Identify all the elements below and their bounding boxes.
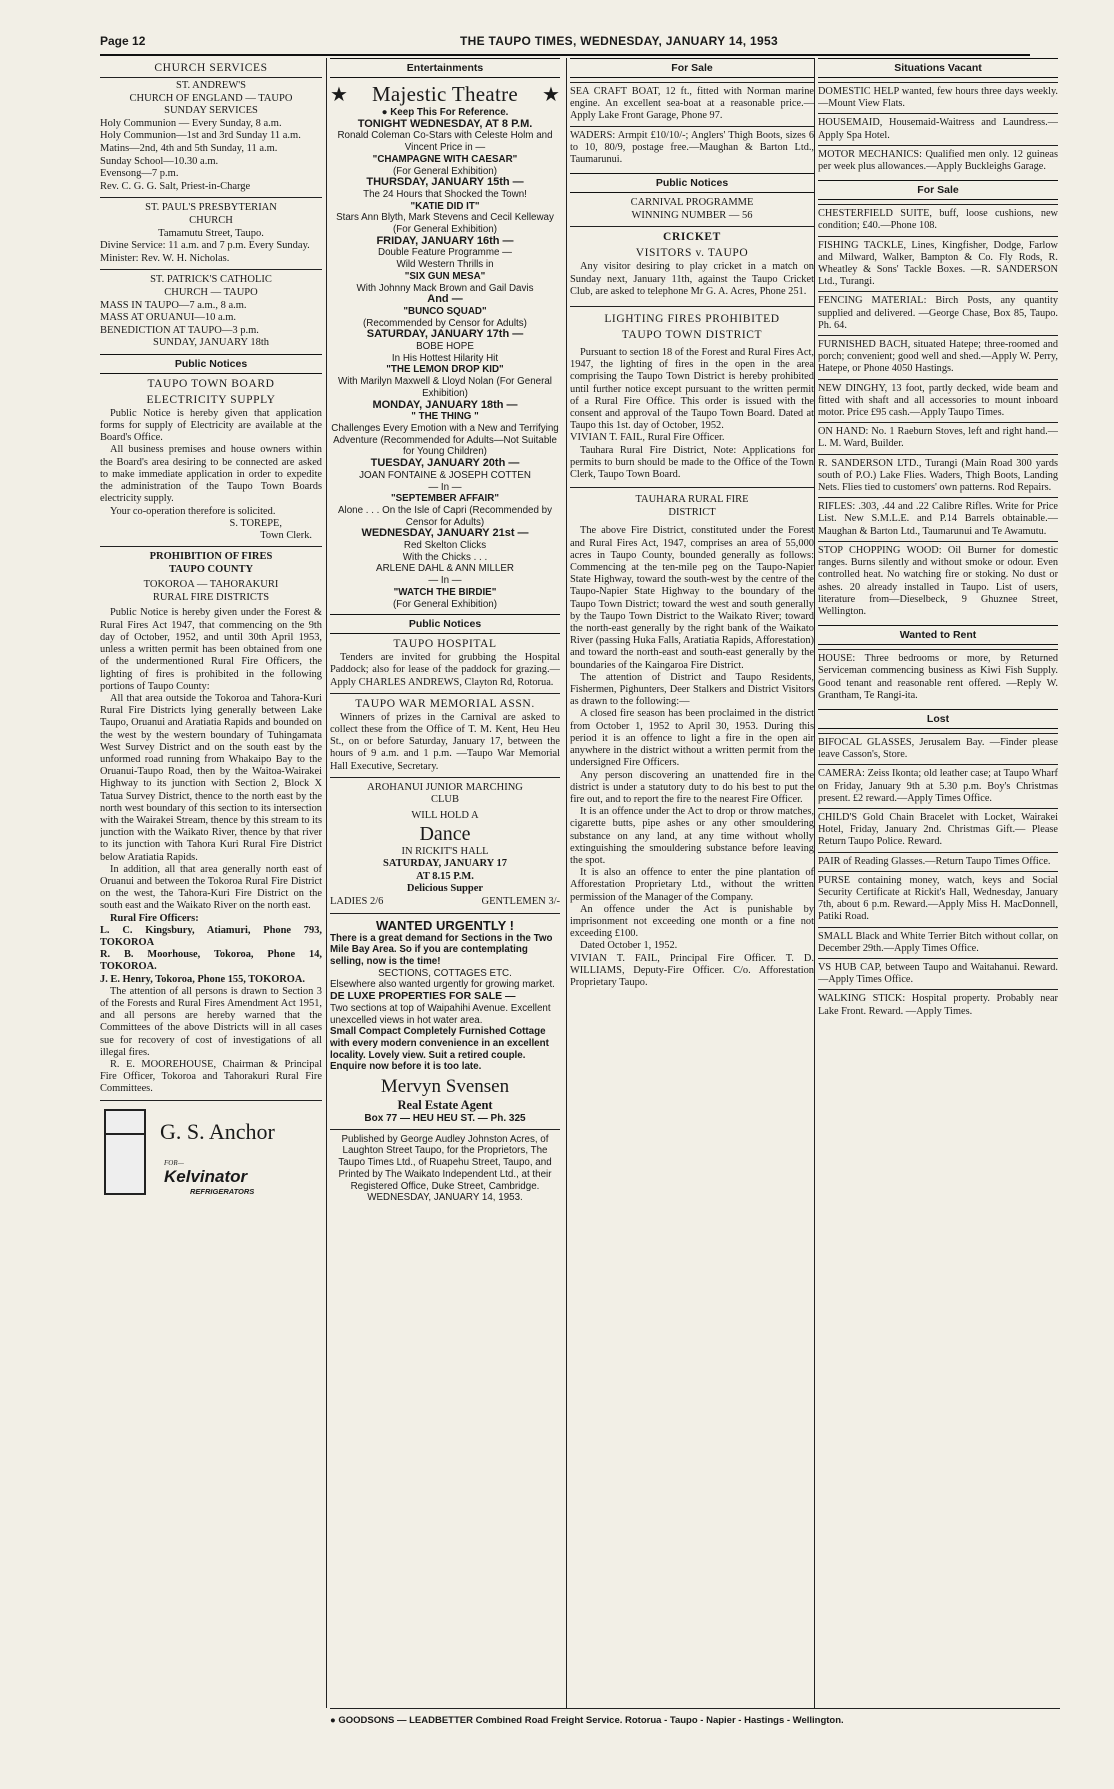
column-rule bbox=[566, 58, 567, 1708]
film-listing: TONIGHT WEDNESDAY, AT 8 P.M. Ronald Coleman Co-Stars with Celeste Holm and Vincent Price in — "CHAMPAGNE WITH CAESAR" (For General Exhibition) bbox=[337, 117, 553, 177]
film-listings bbox=[330, 119, 560, 611]
imprint-date: WEDNESDAY, JANUARY 14, 1953. bbox=[367, 1192, 523, 1204]
dance-title: Dance bbox=[419, 822, 471, 845]
masthead bbox=[100, 30, 1030, 56]
page-number: Page 12 bbox=[100, 34, 146, 48]
deluxe-text: Two sections at top of Waipahihi Avenue. Excellent unexcelled views in hot water area. bbox=[330, 1002, 551, 1026]
sale-ad: R. SANDERSON LTD., Turangi (Main Road 300 yards south of P.O.) Lake Flies. Waders, Thigh Boots, Landing Nets. Flies tied to customers' own patterns. Rod Repairs. bbox=[818, 454, 1058, 498]
anchor-for: FOR— bbox=[164, 1158, 184, 1167]
footer-text: GOODSONS — LEADBETTER Combined Road Freight Service. Rotorua - Taupo - Napier - Hastings - Wellington. bbox=[338, 1715, 844, 1726]
lighting-notice: Pursuant to section 18 of the Forest and Rural Fires Act, 1947, the lighting of fires in the open in the area comprising the Taupo Town District is hereby prohibited until further notice except pursuant to the written permit of a Rural Fire Office. This order is issued with the consent and approval of the Taupo Town Board. Dated at Taupo this 1st. day of October, 1952. bbox=[570, 347, 814, 432]
town-board-heading: TAUPO TOWN BOARD bbox=[147, 377, 275, 390]
lighting-note: Tauhara Rural Fire District, Note: Applications for permits to burn should be made to the Office of the Town Clerk, Taupo Town Board. bbox=[570, 444, 814, 481]
refrigerator-icon bbox=[104, 1109, 146, 1195]
hospital-heading: TAUPO HOSPITAL bbox=[393, 638, 497, 651]
wanted-elsewhere: Elsewhere also wanted urgently for growing market. bbox=[330, 979, 555, 991]
column-church-notices bbox=[100, 58, 322, 1201]
anchor-advert bbox=[100, 1100, 322, 1201]
fires-notice: Public Notice is hereby given under the Forest & Rural Fires Act 1947, that commencing on the 9th day of October, 1952, and until 30th April 1953, unless a written permit has been obtained from one of the undermentioned Rural Fire Officers, the lighting of fires is prohibited in the following portions of Taupo County: All that area outside the Tokoroa and Tahora-Kuri Rural Fire Districts lying generally between Lake Taupo, Oruanui and Aratiatia Rapids and bounded on the west by the western boundary of Tuhingamata West Survey District and on the south east by the unformed road running from Whakaipo Bay to the Oruanui-Taupo Road, then by the Waitoa-Wairakei Highway to its junction with Section 2, Block X Tatua Survey District, thence to the north east by the north west boundary of this section to its intersection with the Wairakei Stream, thence by this stream to its junction with the Waikato River, thence by that river to its junction with Tahora Kuri Rural Fire District below Aratiatia Rapids. In addition, all that area generally north east of Oruanui and between the Tokoroa Rural Fire District on the west, the Tahora-Kuri Fire District on the south east and the Waikato River on the north east. Rural Fire Officers: L. C. Kingsbury, Atiamuri, Phone 793, TOKOROA R. B. Moorhouse, Tokoroa, Phone 14, TOKOROA. J. E. Henry, Tokoroa, Phone 155, TOKOROA. The attention of all persons is drawn to Section 3 of the Forests and Rural Fires Amendment Act 1951, and all persons are hereby warned that the Committees of the above Districts will in all cases sue for recovery of cost of investigations of all illegal fires. R. E. MOOREHOUSE, Chairman & Principal Fire Officer, Tokoroa and Tahorakuri Rural Fire Committees. bbox=[100, 607, 322, 1095]
sale-ad: WADERS: Armpit £10/10/-; Anglers' Thigh Boots, sizes 6 to 10, 80/9, postage free.—Maughan & Barton Ltd., Taumarunui. bbox=[570, 126, 814, 170]
agent-name: Mervyn Svensen bbox=[380, 1076, 510, 1098]
st-pauls-heading: ST. PAUL'S PRESBYTERIAN CHURCH Tamamutu Street, Taupo. bbox=[145, 202, 277, 239]
war-memorial-heading: TAUPO WAR MEMORIAL ASSN. bbox=[355, 697, 535, 710]
wanted-to-rent-heading: Wanted to Rent bbox=[818, 625, 1058, 645]
lost-ad: PURSE containing money, watch, keys and Social Security Certificate at Rickit's Hall, Wednesday, January 7th, about 6 p.m. Reward.—Apply Miss H. MacDonnell, Patiki Road. bbox=[818, 871, 1058, 927]
sale-ad: FISHING TACKLE, Lines, Kingfisher, Dodge, Farlow and Milward, Walker, Bampton & Co. Fly Rods, R. Wheatley & Sons' Tackle Boxes. —R. SANDERSON Ltd., Turangi. bbox=[818, 236, 1058, 292]
lost-ad: WALKING STICK: Hospital property. Probably near Lake Front. Reward. —Apply Times. bbox=[818, 989, 1058, 1020]
vacant-ad: MOTOR MECHANICS: Qualified men only. 12 guineas per week plus allowances.—Apply Buckleighs Garage. bbox=[818, 145, 1058, 176]
lighting-subheading: TAUPO TOWN DISTRICT bbox=[621, 329, 763, 342]
star-icon: ★ bbox=[330, 84, 348, 106]
column-entertainments bbox=[330, 58, 560, 1204]
war-memorial-notice: Winners of prizes in the Carnival are asked to collect these from the Office of T. M. Kent, Heu Heu St., on or before Saturday, January 17, between the hours of 9 a.m. and 1 p.m. —Taupo War Memorial Hall Executive, Secretary. bbox=[330, 711, 560, 772]
sale-ad: ON HAND: No. 1 Raeburn Stoves, left and right hand.—L. M. Ward, Builder. bbox=[818, 422, 1058, 453]
sale-ad: CHESTERFIELD SUITE, buff, loose cushions, new condition; £40.—Phone 108. bbox=[818, 204, 1058, 235]
column-rule bbox=[814, 58, 815, 1708]
for-sale-heading: For Sale bbox=[570, 58, 814, 78]
rent-ad: HOUSE: Three bedrooms or more, by Returned Serviceman commencing business as Kiwi Fish Supply. Good tenant and reasonable rent offered. —Reply W. Grantham, Te Rangi-ita. bbox=[818, 649, 1058, 705]
lost-ad: BIFOCAL GLASSES, Jerusalem Bay. —Finder please leave Casson's, Store. bbox=[818, 733, 1058, 764]
wanted-text: There is a great demand for Sections in the Two Mile Bay Area. So if you are contemplating selling, now is the time! bbox=[330, 932, 553, 968]
deluxe-heading: DE LUXE PROPERTIES FOR SALE — bbox=[330, 990, 516, 1003]
sale-ad: RIFLES: .303, .44 and .22 Calibre Rifles. Write for Price List. New S.M.L.E. and P.14 Barrels obtainable.—Maughan & Barton Ltd., Taumarunui and Te Awamutu. bbox=[818, 497, 1058, 541]
film-listing: SATURDAY, JANUARY 17th — BOBE HOPE In His Hottest Hilarity Hit "THE LEMON DROP KID" With Marilyn Maxwell & Lloyd Nolan (For General Exhibition) bbox=[338, 328, 552, 399]
theatre-title-row bbox=[330, 82, 560, 107]
sale-ad: SEA CRAFT BOAT, 12 ft., fitted with Norman marine engine. An excellent sea-boat at a reasonable price.—Apply Lake Front Garage, Phone 97. bbox=[570, 82, 814, 126]
public-notices-heading: Public Notices bbox=[100, 354, 322, 374]
footer-banner bbox=[330, 1708, 1060, 1726]
tauhara-notice: The above Fire District, constituted under the Forest and Rural Fires Act, 1947, comprises an area of 55,000 acres in Taupo County, bounded generally as follows: Commencing at the ten-mile peg on the Taupo-Napier State Highway, toward the south-west by the centre of the Taupo-Napier State Highway to the boundary of the Taupo Town District; toward the west and south generally by the Taupo Town District to the Waikato River; toward the north-east generally by the right bank of the Waikato River (passing Huka Falls, Aratiatia Rapids, Afforestation) and toward the north-east and south-east generally by the boundaries of the Kaingaroa Fire District. The attention of District and Taupo Residents, Fishermen, Pighunters, Deer Stalkers and District Visitors as drawn to the following:— A closed fire season has been proclaimed in the district from October 1, 1952 to April 30, 1953. During this period it is an offence to light a fire in the open air anywhere in the district without a written permit from the undersigned Fire Officers. Any person discovering an unattended fire in the district is under a statutory duty to do his best to put the fire out, and to report the fire to the nearest Fire Officer. It is an offence under the Act to drop or throw matches, cigarette butts, pipe ashes or any other smouldering substance on any land, at any time without wholly extinguishing the smouldering substance before leaving the spot. It is also an offence to enter the pine plantation of Afforestation Proprietary Ltd., without the written permission of the Manager of the Company. An offence under the Act is punishable by imprisonment not exceeding one month or a fine not exceeding £100. Dated October 1, 1952. VIVIAN T. FAIL, Principal Fire Officer. T. D. WILLIAMS, Deputy-Fire Officer. C/o. Afforestation Proprietary Taupo. bbox=[570, 525, 814, 988]
film-listing: MONDAY, JANUARY 18th — " THE THING " Challenges Every Emotion with a New and Terrifying Adventure (Recommended for Adults—Not Suitable for Young Children) bbox=[331, 398, 559, 458]
fires-heading: PROHIBITION OF FIRES TAUPO COUNTY bbox=[149, 551, 273, 575]
lighting-heading: LIGHTING FIRES PROHIBITED bbox=[604, 313, 780, 326]
star-icon: ★ bbox=[542, 84, 560, 106]
lighting-signature: VIVIAN T. FAIL, Rural Fire Officer. bbox=[570, 432, 725, 444]
hospital-notice: Tenders are invited for grubbing the Hospital Paddock; also for lease of the paddock for grazing.—Apply CHARLES ANDREWS, Clayton Rd, Rotorua. bbox=[330, 652, 560, 688]
newspaper-title: THE TAUPO TIMES, WEDNESDAY, JANUARY 14, 1953 bbox=[460, 34, 778, 48]
st-pauls-services: Divine Service: 11 a.m. and 7 p.m. Every Sunday. Minister: Rev. W. H. Nicholas. bbox=[100, 240, 310, 264]
anchor-name: G. S. Anchor bbox=[160, 1118, 275, 1144]
st-andrews-heading: ST. ANDREW'S CHURCH OF ENGLAND — TAUPO SUNDAY SERVICES bbox=[129, 80, 293, 117]
film-listing: WEDNESDAY, JANUARY 21st — Red Skelton Clicks With the Chicks . . . ARLENE DAHL & ANN MILLER — In — "WATCH THE BIRDIE" (For General Exhibition) bbox=[361, 527, 529, 610]
bullet-icon: ● bbox=[330, 1715, 336, 1726]
st-patricks-services: MASS IN TAUPO—7 a.m., 8 a.m. MASS AT ORUANUI—10 a.m. BENEDICTION AT TAUPO—3 p.m. SUNDAY, JANUARY 18th bbox=[100, 299, 269, 349]
imprint: Published by George Audley Johnston Acres, of Laughton Street Taupo, for the Proprietors, The Taupo Times Ltd., of Ruapehu Street, Taupo, and Printed by The Waikato Independent Ltd., at their Registered Office, Duke Street, Cambridge. bbox=[338, 1133, 552, 1192]
column-notices bbox=[570, 58, 814, 989]
cricket-heading: CRICKET bbox=[663, 231, 721, 244]
column-classifieds bbox=[818, 58, 1058, 1021]
electricity-heading: ELECTRICITY SUPPLY bbox=[146, 393, 276, 406]
public-notices-heading: Public Notices bbox=[570, 173, 814, 193]
for-sale-heading: For Sale bbox=[818, 180, 1058, 200]
cricket-notice: Any visitor desiring to play cricket in a match on Sunday next, January 11th, against the Taupo Cricket Club, are asked to telephone Mr G. A. Acres, Phone 251. bbox=[570, 261, 814, 297]
theatre-title: Majestic Theatre bbox=[371, 82, 519, 106]
church-services-heading: CHURCH SERVICES bbox=[100, 62, 322, 78]
film-listing: THURSDAY, JANUARY 15th — The 24 Hours that Shocked the Town! "KATIE DID IT" Stars Ann Blyth, Mark Stevens and Cecil Kelleway (For General Exhibition) bbox=[336, 176, 554, 236]
vacant-ad: HOUSEMAID, Housemaid-Waitress and Laundress.—Apply Spa Hotel. bbox=[818, 113, 1058, 144]
club-heading: AROHANUI JUNIOR MARCHING CLUB WILL HOLD A bbox=[367, 781, 523, 822]
sale-ad: FURNISHED BACH, situated Hatepe; three-roomed and porch; convenient; good well and shed.—Apply W. Perry, Hatepe, or Phone 4050 Hastings. bbox=[818, 335, 1058, 379]
deluxe-cottage: Small Compact Completely Furnished Cottage with every modern convenience in an excellent locality. Lovely view. Suit a retired couple. Enquire now before it is too late. bbox=[330, 1026, 549, 1073]
agent-contact: Box 77 — HEU HEU ST. — Ph. 325 bbox=[364, 1113, 526, 1125]
sale-ad: STOP CHOPPING WOOD: Oil Burner for domestic ranges. Burns silently and without smoke or odour. Even controlled heat. No watching fire or stoking. No dust or ashes. 20 already installed in Taupo. List of users, literature from—Dieselbeck, 9 Ghuznee Street, Wellington. bbox=[818, 541, 1058, 621]
lost-ad: SMALL Black and White Terrier Bitch without collar, on December 29th.—Apply Times Office. bbox=[818, 927, 1058, 958]
lost-heading: Lost bbox=[818, 709, 1058, 729]
kelvinator-sub: REFRIGERATORS bbox=[190, 1186, 255, 1196]
cricket-subheading: VISITORS v. TAUPO bbox=[635, 247, 749, 260]
film-listing: FRIDAY, JANUARY 16th — Double Feature Programme — Wild Western Thrills in "SIX GUN MESA" With Johnny Mack Brown and Gail Davis bbox=[356, 234, 534, 294]
electricity-notice: Public Notice is hereby given that application forms for supply of Electricity are available at the Board's Office. All business premises and house owners within the Board's area desiring to be connected are asked to make immediate application in order to expedite the administration of the Taupo Town Boards electricity supply. Your co-operation therefore is solicited. S. TOREPE, Town Clerk. bbox=[100, 407, 322, 541]
fires-subheading: TOKOROA — TAHORAKURI RURAL FIRE DISTRICTS bbox=[143, 579, 279, 603]
st-patricks-heading: ST. PATRICK'S CATHOLIC CHURCH — TAUPO bbox=[150, 274, 272, 298]
lost-ad: CHILD'S Gold Chain Bracelet with Locket, Wairakei Hotel, Friday, January 2nd. Christmas Gift.— Please Return Taupo Police. Reward. bbox=[818, 808, 1058, 852]
kelvinator-logo: Kelvinator bbox=[164, 1166, 248, 1186]
lost-ad: CAMERA: Zeiss Ikonta; old leather case; at Taupo Wharf on Friday, January 9th at 5.30 p.m. Boy's Christmas present. £2 reward.—Apply Times Office. bbox=[818, 764, 1058, 808]
st-andrews-services: Holy Communion — Every Sunday, 8 a.m. Holy Communion—1st and 3rd Sunday 11 a.m. Matins—2nd, 4th and 5th Sunday, 11 a.m. Sunday School—10.30 a.m. Evensong—7 p.m. Rev. C. G. G. Salt, Priest-in-Charge bbox=[100, 117, 301, 192]
column-rule bbox=[326, 58, 327, 1708]
entertainments-heading: Entertainments bbox=[330, 58, 560, 78]
sale-ad: NEW DINGHY, 13 foot, partly decked, wide beam and fitted with shaft and all accessories to mount inboard motor. Price £95 cash.—Apply Taupo Times. bbox=[818, 379, 1058, 423]
film-listing: And — "BUNCO SQUAD" (Recommended by Censor for Adults) bbox=[363, 293, 527, 329]
wanted-sections: SECTIONS, COTTAGES ETC. bbox=[378, 967, 512, 979]
public-notices-heading: Public Notices bbox=[330, 614, 560, 634]
lost-ad: PAIR of Reading Glasses.—Return Taupo Times Office. bbox=[818, 852, 1058, 871]
wanted-heading: WANTED URGENTLY ! bbox=[376, 917, 514, 933]
vacant-ad: DOMESTIC HELP wanted, few hours three days weekly.—Mount View Flats. bbox=[818, 82, 1058, 113]
keep-for-reference: ● Keep This For Reference. bbox=[381, 107, 509, 118]
carnival-notice: CARNIVAL PROGRAMME WINNING NUMBER — 56 bbox=[630, 197, 754, 221]
dance-details: IN RICKIT'S HALL SATURDAY, JANUARY 17 AT 8.15 P.M. Delicious Supper bbox=[383, 845, 507, 895]
dance-prices: LADIES 2/6 GENTLEMEN 3/- bbox=[330, 896, 560, 908]
tauhara-heading: TAUHARA RURAL FIRE DISTRICT bbox=[635, 494, 749, 518]
film-listing: TUESDAY, JANUARY 20th — JOAN FONTAINE & JOSEPH COTTEN — In — "SEPTEMBER AFFAIR" Alone . . . On the Isle of Capri (Recommended by Censor for Adults) bbox=[337, 457, 552, 528]
sale-ad: FENCING MATERIAL: Birch Posts, any quantity supplied and delivered. —George Chase, Box 85, Taupo. Ph. 64. bbox=[818, 291, 1058, 335]
agent-title: Real Estate Agent bbox=[397, 1098, 493, 1113]
lost-ad: VS HUB CAP, between Taupo and Waitahanui. Reward.—Apply Times Office. bbox=[818, 958, 1058, 989]
situations-vacant-heading: Situations Vacant bbox=[818, 58, 1058, 78]
